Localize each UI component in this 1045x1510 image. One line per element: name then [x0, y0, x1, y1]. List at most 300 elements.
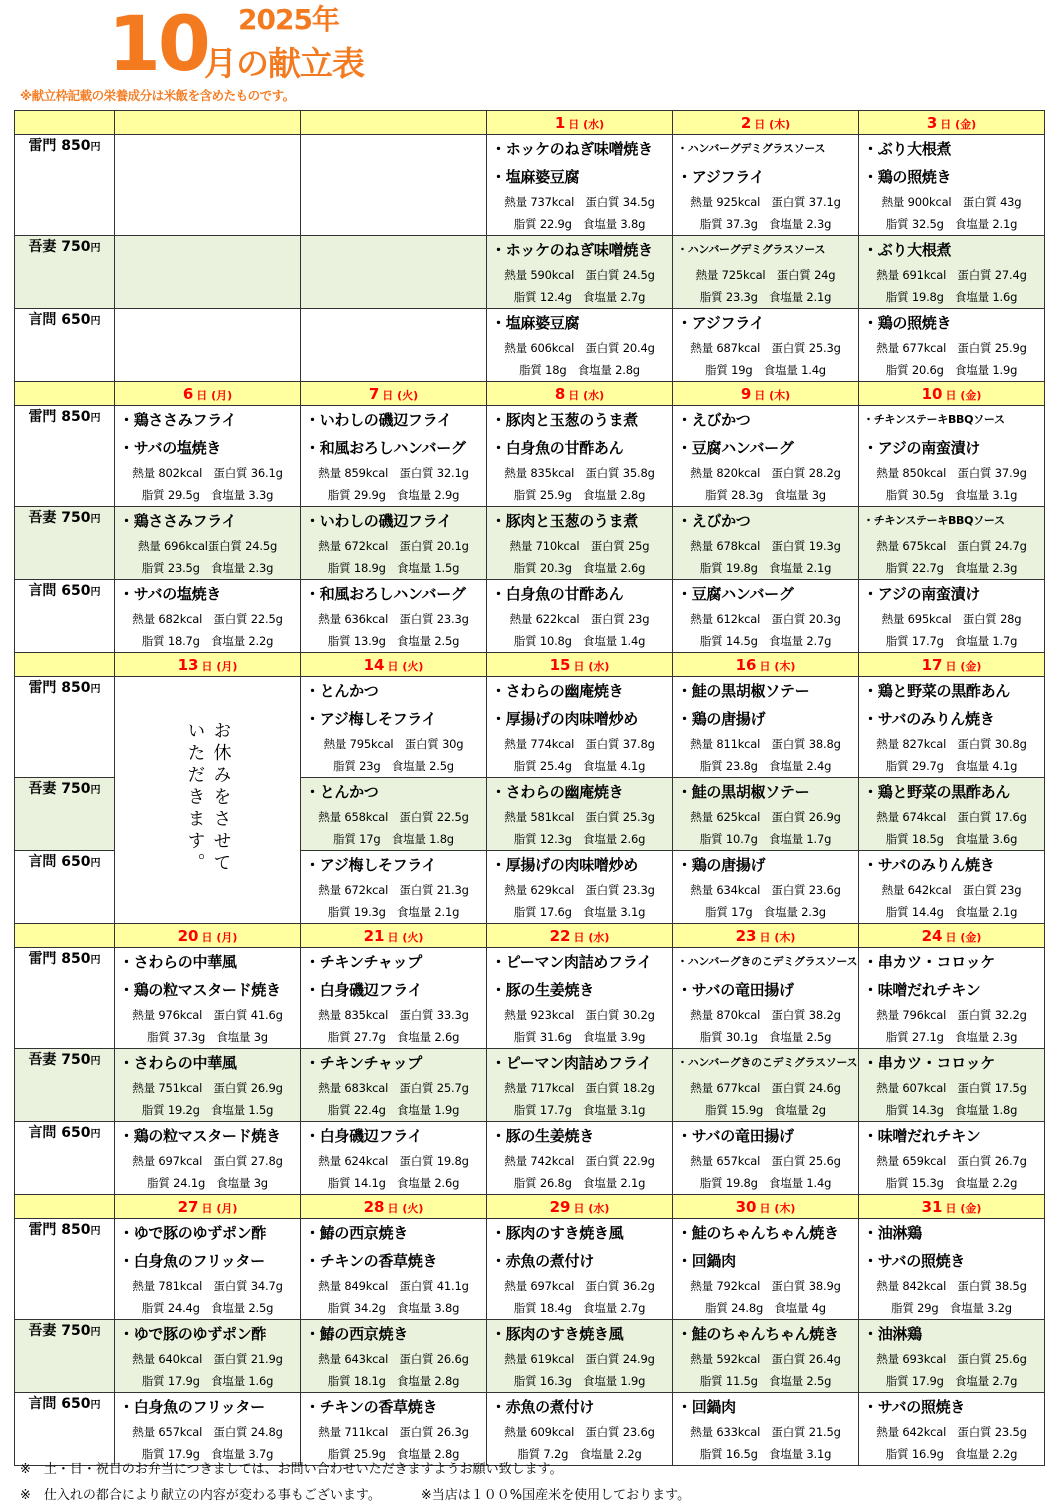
dish-name: ・とんかつ: [305, 682, 379, 700]
nutrition-energy-protein: 熱量 802kcal 蛋白質 36.1g: [132, 466, 283, 480]
date-cell: [301, 382, 487, 406]
yen-unit: 円: [90, 413, 101, 424]
date-row-corner: [15, 653, 115, 677]
page-title: 月の献立表: [204, 44, 364, 83]
menu-cell: [115, 236, 301, 309]
tier-kototoi-label: [15, 580, 115, 653]
date-number: 20: [177, 927, 199, 945]
nutrition-energy-protein: 熱量 795kcal 蛋白質 30g: [323, 737, 464, 751]
dish-name: ・鶏と野菜の黒酢あん: [863, 682, 1011, 700]
dish-name: ・ゆで豚のゆずポン酢: [119, 1224, 267, 1242]
date-number: 10: [921, 385, 943, 403]
day-of-week: 日 (月): [201, 931, 238, 944]
dish-name: ・和風おろしハンバーグ: [305, 585, 466, 603]
nutrition-fat-salt: 脂質 20.3g 食塩量 2.6g: [513, 561, 646, 575]
dish-name: ・鮭の黒胡椒ソテー: [677, 783, 810, 801]
nutrition-fat-salt: 脂質 18.7g 食塩量 2.2g: [141, 634, 274, 648]
dish-name: ・サバの竜田揚げ: [677, 1127, 794, 1145]
dish-name: ・サバの照焼き: [863, 1252, 966, 1270]
nutrition-energy-protein: 熱量 691kcal 蛋白質 27.4g: [876, 268, 1027, 282]
dish-name: ・鶏ささみフライ: [119, 512, 237, 530]
nutrition-energy-protein: 熱量 710kcal 蛋白質 25g: [509, 539, 650, 553]
dish-name: ・サバの照焼き: [863, 1398, 966, 1416]
date-cell: [673, 382, 859, 406]
nutrition-fat-salt: 脂質 17g 食塩量 2.3g: [705, 905, 826, 919]
date-number: 6: [182, 385, 194, 403]
dish-name: ・鶏の照焼き: [863, 314, 952, 332]
footer-note-1: ※ 土・日・祝日のお弁当につきましては、お問い合わせいただきますようお願い致します。: [20, 1462, 563, 1477]
tier-kototoi-label: [15, 851, 115, 924]
nutrition-fat-salt: 脂質 7.2g 食塩量 2.2g: [517, 1447, 642, 1461]
menu-cell: [673, 677, 859, 778]
nutrition-fat-salt: 脂質 15.3g 食塩量 2.2g: [885, 1176, 1018, 1190]
menu-cell: [487, 677, 673, 778]
dish-name: ・白身磯辺フライ: [305, 981, 423, 999]
tier-kototoi-label: [15, 1122, 115, 1195]
menu-cell: [487, 406, 673, 507]
nutrition-energy-protein: 熱量 674kcal 蛋白質 17.6g: [876, 810, 1027, 824]
day-of-week: 日 (木): [754, 118, 791, 131]
menu-cell: [487, 1122, 673, 1195]
tier-azuma-label: [15, 1049, 115, 1122]
dish-name: ・チキンの香草焼き: [305, 1398, 438, 1416]
menu-cell: [301, 236, 487, 309]
date-cell: [301, 1195, 487, 1219]
nutrition-fat-salt: 脂質 18.4g 食塩量 2.7g: [513, 1301, 646, 1315]
dish-name: ・白身魚の甘酢あん: [491, 439, 624, 457]
menu-cell: [487, 1219, 673, 1320]
date-cell: [301, 111, 487, 135]
dish-name: ・ピーマン肉詰めフライ: [491, 1054, 652, 1072]
date-row: [15, 382, 1045, 406]
day-of-week: 日 (木): [759, 1202, 796, 1215]
tier-azuma-row: [15, 1320, 1045, 1393]
nutrition-energy-protein: 熱量 642kcal 蛋白質 23g: [881, 883, 1022, 897]
menu-cell: [487, 236, 673, 309]
nutrition-energy-protein: 熱量 592kcal 蛋白質 26.4g: [690, 1352, 841, 1366]
date-cell: [673, 1195, 859, 1219]
date-cell: [487, 924, 673, 948]
nutrition-energy-protein: 熱量 695kcal 蛋白質 28g: [881, 612, 1022, 626]
dish-name: ・ゆで豚のゆずポン酢: [119, 1325, 267, 1343]
dish-name: ・鶏の粒マスタード焼き: [119, 1127, 281, 1145]
tier-name: 言問 650: [28, 312, 91, 328]
dish-name: ・チキンチャップ: [305, 1054, 423, 1072]
dish-name: ・豚の生姜焼き: [491, 1127, 594, 1145]
tier-name: 雷門 850: [28, 1222, 91, 1238]
date-row: [15, 653, 1045, 677]
date-number: 16: [735, 656, 757, 674]
menu-cell: [487, 1049, 673, 1122]
nutrition-fat-salt: 脂質 17.7g 食塩量 1.7g: [885, 634, 1018, 648]
nutrition-energy-protein: 熱量 625kcal 蛋白質 26.9g: [690, 810, 841, 824]
nutrition-energy-protein: 熱量 925kcal 蛋白質 37.1g: [690, 195, 841, 209]
menu-cell: [859, 580, 1045, 653]
menu-cell: [115, 507, 301, 580]
nutrition-energy-protein: 熱量 624kcal 蛋白質 19.8g: [318, 1154, 469, 1168]
menu-cell: [673, 778, 859, 851]
tier-name: 雷門 850: [28, 951, 91, 967]
yen-unit: 円: [90, 684, 101, 695]
tier-name: 言問 650: [28, 1396, 91, 1412]
menu-cell: [301, 1122, 487, 1195]
dish-name: ・串カツ・コロッケ: [863, 953, 996, 971]
day-of-week: 日 (金): [945, 389, 982, 402]
dish-name: ・鮭のちゃんちゃん焼き: [677, 1325, 839, 1343]
day-of-week: 日 (金): [945, 1202, 982, 1215]
dish-name: ・アジ梅しそフライ: [305, 710, 437, 728]
tier-name: 雷門 850: [28, 680, 91, 696]
menu-cell: [115, 135, 301, 236]
menu-cell: [673, 851, 859, 924]
tier-azuma-row: [15, 1049, 1045, 1122]
date-cell: [859, 653, 1045, 677]
date-number: 27: [177, 1198, 199, 1216]
nutrition-energy-protein: 熱量 774kcal 蛋白質 37.8g: [504, 737, 655, 751]
date-number: 15: [549, 656, 571, 674]
dish-name: ・ハンバーグデミグラスソース: [677, 243, 826, 256]
nutrition-fat-salt: 脂質 17g 食塩量 1.8g: [333, 832, 454, 846]
dish-name: ・アジの南蛮漬け: [863, 439, 981, 457]
menu-cell: [115, 948, 301, 1049]
dish-name: ・サバのみりん焼き: [863, 710, 995, 728]
menu-cell: [301, 851, 487, 924]
nutrition-energy-protein: 熱量 923kcal 蛋白質 30.2g: [504, 1008, 655, 1022]
nutrition-energy-protein: 熱量 792kcal 蛋白質 38.9g: [690, 1279, 841, 1293]
tier-kototoi-label: [15, 1393, 115, 1466]
date-cell: [115, 382, 301, 406]
nutrition-fat-salt: 脂質 19.8g 食塩量 2.1g: [699, 561, 832, 575]
date-number: 30: [735, 1198, 757, 1216]
tier-kaminarimon-label: [15, 406, 115, 507]
footer-note-2b: ※当店は１００%国産米を使用しております。: [420, 1488, 691, 1503]
tier-azuma-row: [15, 236, 1045, 309]
date-cell: [115, 653, 301, 677]
holiday-notice: お休みをさせていただきます。: [184, 721, 232, 875]
nutrition-fat-salt: 脂質 16.5g 食塩量 3.1g: [699, 1447, 832, 1461]
nutrition-energy-protein: 熱量 657kcal 蛋白質 24.8g: [132, 1425, 283, 1439]
nutrition-energy-protein: 熱量 859kcal 蛋白質 32.1g: [318, 466, 469, 480]
menu-cell: [673, 309, 859, 382]
dish-name: ・いわしの磯辺フライ: [305, 512, 452, 530]
day-of-week: 日 (金): [945, 931, 982, 944]
menu-cell: [487, 948, 673, 1049]
menu-cell: [487, 1393, 673, 1466]
nutrition-fat-salt: 脂質 17.7g 食塩量 3.1g: [513, 1103, 646, 1117]
nutrition-fat-salt: 脂質 14.5g 食塩量 2.7g: [699, 634, 832, 648]
tier-name: 吾妻 750: [28, 1052, 91, 1068]
nutrition-fat-salt: 脂質 19g 食塩量 1.4g: [705, 363, 826, 377]
date-cell: [115, 924, 301, 948]
tier-name: 吾妻 750: [28, 781, 91, 797]
nutrition-energy-protein: 熱量 683kcal 蛋白質 25.7g: [318, 1081, 469, 1095]
dish-name: ・アジフライ: [677, 168, 765, 186]
menu-cell: [859, 309, 1045, 382]
dish-name: ・白身魚の甘酢あん: [491, 585, 624, 603]
dish-name: ・ぶり大根煮: [863, 241, 952, 259]
dish-name: ・さわらの中華風: [119, 1054, 237, 1072]
day-of-week: 日 (火): [387, 660, 424, 673]
yen-unit: 円: [90, 1226, 101, 1237]
nutrition-energy-protein: 熱量 842kcal 蛋白質 38.5g: [876, 1279, 1027, 1293]
dish-name: ・ピーマン肉詰めフライ: [491, 953, 652, 971]
tier-kaminarimon-label: [15, 1219, 115, 1320]
nutrition-fat-salt: 脂質 19.3g 食塩量 2.1g: [327, 905, 460, 919]
date-number: 1: [554, 114, 566, 132]
menu-cell: [673, 406, 859, 507]
dish-name: ・塩麻婆豆腐: [491, 314, 580, 332]
date-cell: [487, 1195, 673, 1219]
dish-name: ・回鍋肉: [677, 1252, 736, 1270]
nutrition-energy-protein: 熱量 835kcal 蛋白質 33.3g: [318, 1008, 469, 1022]
dish-name: ・サバの塩焼き: [119, 439, 222, 457]
nutrition-energy-protein: 熱量 606kcal 蛋白質 20.4g: [504, 341, 655, 355]
dish-name: ・さわらの幽庵焼き: [491, 682, 624, 700]
menu-cell: [673, 1122, 859, 1195]
nutrition-fat-salt: 脂質 10.7g 食塩量 1.7g: [699, 832, 832, 846]
dish-name: ・回鍋肉: [677, 1398, 736, 1416]
day-of-week: 日 (金): [940, 118, 977, 131]
dish-name: ・アジフライ: [677, 314, 765, 332]
dish-name: ・油淋鶏: [863, 1325, 922, 1343]
day-of-week: 日 (水): [568, 118, 605, 131]
nutrition-fat-salt: 脂質 18.1g 食塩量 2.8g: [327, 1374, 460, 1388]
nutrition-fat-salt: 脂質 27.1g 食塩量 2.3g: [885, 1030, 1018, 1044]
date-number: 13: [177, 656, 199, 674]
nutrition-energy-protein: 熱量 643kcal 蛋白質 26.6g: [318, 1352, 469, 1366]
dish-name: ・えびかつ: [677, 512, 751, 530]
date-cell: [859, 924, 1045, 948]
nutrition-fat-salt: 脂質 12.3g 食塩量 2.6g: [513, 832, 646, 846]
dish-name: ・鶏の照焼き: [863, 168, 952, 186]
dish-name: ・鮭の黒胡椒ソテー: [677, 682, 810, 700]
dish-name: ・ハンバーグデミグラスソース: [677, 142, 826, 155]
menu-cell: [859, 406, 1045, 507]
menu-cell: [859, 677, 1045, 778]
yen-unit: 円: [90, 514, 101, 525]
nutrition-fat-salt: 脂質 20.6g 食塩量 1.9g: [885, 363, 1018, 377]
tier-name: 雷門 850: [28, 138, 91, 154]
menu-cell: [301, 677, 487, 778]
tier-name: 吾妻 750: [28, 1323, 91, 1339]
nutrition-energy-protein: 熱量 659kcal 蛋白質 26.7g: [876, 1154, 1027, 1168]
nutrition-fat-salt: 脂質 30.1g 食塩量 2.5g: [699, 1030, 832, 1044]
day-of-week: 日 (水): [573, 931, 610, 944]
nutrition-energy-protein: 熱量 737kcal 蛋白質 34.5g: [504, 195, 655, 209]
footer-note-2: [20, 1486, 690, 1506]
yen-unit: 円: [90, 1327, 101, 1338]
footer-note-2a: ※ 仕入れの都合により献立の内容が変わる事もございます。: [20, 1488, 381, 1503]
nutrition-fat-salt: 脂質 17.9g 食塩量 2.7g: [885, 1374, 1018, 1388]
nutrition-fat-salt: 脂質 14.1g 食塩量 2.6g: [327, 1176, 460, 1190]
date-cell: [673, 111, 859, 135]
nutrition-energy-protein: 熱量 781kcal 蛋白質 34.7g: [132, 1279, 283, 1293]
menu-cell: [115, 1049, 301, 1122]
nutrition-fat-salt: 脂質 23g 食塩量 2.5g: [333, 759, 454, 773]
nutrition-fat-salt: 脂質 30.5g 食塩量 3.1g: [885, 488, 1018, 502]
menu-cell: [673, 1393, 859, 1466]
nutrition-energy-protein: 熱量 678kcal 蛋白質 19.3g: [690, 539, 841, 553]
dish-name: ・アジの南蛮漬け: [863, 585, 981, 603]
tier-kaminarimon-row: [15, 135, 1045, 236]
tier-kototoi-label: [15, 309, 115, 382]
nutrition-fat-salt: 脂質 14.3g 食塩量 1.8g: [885, 1103, 1018, 1117]
menu-cell: [487, 1320, 673, 1393]
dish-name: ・鰆の西京焼き: [305, 1325, 408, 1343]
day-of-week: 日 (月): [201, 1202, 238, 1215]
dish-name: ・ホッケのねぎ味噌焼き: [491, 241, 653, 259]
nutrition-fat-salt: 脂質 29.5g 食塩量 3.3g: [141, 488, 274, 502]
dish-name: ・チキンステーキBBQソース: [863, 514, 1005, 527]
nutrition-fat-salt: 脂質 24.4g 食塩量 2.5g: [141, 1301, 274, 1315]
dish-name: ・豆腐ハンバーグ: [677, 439, 794, 457]
date-cell: [301, 924, 487, 948]
nutrition-fat-salt: 脂質 11.5g 食塩量 2.5g: [699, 1374, 832, 1388]
menu-cell: [115, 1320, 301, 1393]
dish-name: ・豚肉と玉葱のうま煮: [491, 512, 639, 530]
date-cell: [859, 111, 1045, 135]
date-number: 28: [363, 1198, 385, 1216]
nutrition-fat-salt: 脂質 32.5g 食塩量 2.1g: [885, 217, 1018, 231]
menu-cell: [859, 778, 1045, 851]
tier-kaminarimon-label: [15, 677, 115, 778]
menu-cell: [487, 580, 673, 653]
nutrition-energy-protein: 熱量 976kcal 蛋白質 41.6g: [132, 1008, 283, 1022]
yen-unit: 円: [90, 316, 101, 327]
yen-unit: 円: [90, 1129, 101, 1140]
yen-unit: 円: [90, 1056, 101, 1067]
dish-name: ・白身魚のフリッター: [119, 1252, 265, 1270]
nutrition-fat-salt: 脂質 16.9g 食塩量 2.2g: [885, 1447, 1018, 1461]
dish-name: ・味噌だれチキン: [863, 1127, 981, 1145]
dish-name: ・サバの塩焼き: [119, 585, 222, 603]
dish-name: ・味噌だれチキン: [863, 981, 981, 999]
nutrition-energy-protein: 熱量 811kcal 蛋白質 38.8g: [690, 737, 841, 751]
dish-name: ・白身磯辺フライ: [305, 1127, 423, 1145]
date-number: 14: [363, 656, 385, 674]
nutrition-energy-protein: 熱量 629kcal 蛋白質 23.3g: [504, 883, 655, 897]
date-row-corner: [15, 382, 115, 406]
dish-name: ・和風おろしハンバーグ: [305, 439, 466, 457]
nutrition-energy-protein: 熱量 835kcal 蛋白質 35.8g: [504, 466, 655, 480]
nutrition-fat-salt: 脂質 29.9g 食塩量 2.9g: [327, 488, 460, 502]
menu-cell: [301, 1393, 487, 1466]
menu-cell: [859, 135, 1045, 236]
nutrition-fat-salt: 脂質 27.7g 食塩量 2.6g: [327, 1030, 460, 1044]
dish-name: ・ハンバーグきのこデミグラスソース: [677, 955, 858, 968]
menu-cell: [115, 1122, 301, 1195]
dish-name: ・さわらの中華風: [119, 953, 237, 971]
nutrition-energy-protein: 熱量 827kcal 蛋白質 30.8g: [876, 737, 1027, 751]
tier-azuma-label: [15, 778, 115, 851]
yen-unit: 円: [90, 1400, 101, 1411]
tier-kototoi-row: [15, 309, 1045, 382]
menu-cell: [115, 1393, 301, 1466]
dish-name: ・えびかつ: [677, 411, 751, 429]
nutrition-energy-protein: 熱量 687kcal 蛋白質 25.3g: [690, 341, 841, 355]
nutrition-energy-protein: 熱量 672kcal 蛋白質 21.3g: [318, 883, 469, 897]
menu-cell: [301, 1320, 487, 1393]
dish-name: ・鶏と野菜の黒酢あん: [863, 783, 1011, 801]
date-cell: [673, 924, 859, 948]
nutrition-energy-protein: 熱量 820kcal 蛋白質 28.2g: [690, 466, 841, 480]
tier-kaminarimon-label: [15, 135, 115, 236]
menu-cell: [673, 948, 859, 1049]
nutrition-fat-salt: 脂質 14.4g 食塩量 2.1g: [885, 905, 1018, 919]
day-of-week: 日 (木): [759, 931, 796, 944]
dish-name: ・鮭のちゃんちゃん焼き: [677, 1224, 839, 1242]
tier-kaminarimon-row: [15, 677, 1045, 778]
dish-name: ・鶏の唐揚げ: [677, 710, 766, 728]
yen-unit: 円: [90, 785, 101, 796]
menu-cell: [301, 507, 487, 580]
tier-name: 吾妻 750: [28, 239, 91, 255]
tier-kaminarimon-row: [15, 406, 1045, 507]
menu-cell: [487, 778, 673, 851]
nutrition-fat-salt: 脂質 18.5g 食塩量 3.6g: [885, 832, 1018, 846]
yen-unit: 円: [90, 955, 101, 966]
nutrition-fat-salt: 脂質 17.9g 食塩量 3.7g: [141, 1447, 274, 1461]
nutrition-fat-salt: 脂質 23.5g 食塩量 2.3g: [141, 561, 274, 575]
date-cell: [115, 1195, 301, 1219]
yen-unit: 円: [90, 142, 101, 153]
nutrition-note: ※献立枠記載の栄養成分は米飯を含めたものです。: [20, 88, 295, 103]
dish-name: ・油淋鶏: [863, 1224, 922, 1242]
nutrition-fat-salt: 脂質 19.8g 食塩量 1.6g: [885, 290, 1018, 304]
nutrition-fat-salt: 脂質 37.3g 食塩量 3g: [147, 1030, 268, 1044]
day-of-week: 日 (水): [573, 1202, 610, 1215]
nutrition-fat-salt: 脂質 18g 食塩量 2.8g: [519, 363, 640, 377]
day-of-week: 日 (木): [759, 660, 796, 673]
tier-kaminarimon-row: [15, 1219, 1045, 1320]
dish-name: ・チキンチャップ: [305, 953, 423, 971]
tier-kototoi-row: [15, 580, 1045, 653]
date-row-corner: [15, 924, 115, 948]
holiday-cell: [115, 677, 301, 924]
date-number: 31: [921, 1198, 943, 1216]
date-cell: [487, 382, 673, 406]
tier-kaminarimon-row: [15, 948, 1045, 1049]
nutrition-fat-salt: 脂質 22.4g 食塩量 1.9g: [327, 1103, 460, 1117]
menu-cell: [301, 1219, 487, 1320]
tier-azuma-label: [15, 1320, 115, 1393]
date-cell: [115, 111, 301, 135]
nutrition-fat-salt: 脂質 17.6g 食塩量 3.1g: [513, 905, 646, 919]
nutrition-energy-protein: 熱量 640kcal 蛋白質 21.9g: [132, 1352, 283, 1366]
dish-name: ・豚肉と玉葱のうま煮: [491, 411, 639, 429]
day-of-week: 日 (木): [754, 389, 791, 402]
menu-cell: [859, 948, 1045, 1049]
date-number: 29: [549, 1198, 571, 1216]
nutrition-fat-salt: 脂質 31.6g 食塩量 3.9g: [513, 1030, 646, 1044]
nutrition-fat-salt: 脂質 22.7g 食塩量 2.3g: [885, 561, 1018, 575]
nutrition-fat-salt: 脂質 28.3g 食塩量 3g: [705, 488, 826, 502]
dish-name: ・いわしの磯辺フライ: [305, 411, 452, 429]
nutrition-energy-protein: 熱量 751kcal 蛋白質 26.9g: [132, 1081, 283, 1095]
dish-name: ・白身魚のフリッター: [119, 1398, 265, 1416]
date-number: 21: [363, 927, 385, 945]
nutrition-energy-protein: 熱量 849kcal 蛋白質 41.1g: [318, 1279, 469, 1293]
day-of-week: 日 (火): [382, 389, 419, 402]
menu-cell: [859, 1219, 1045, 1320]
day-of-week: 日 (水): [573, 660, 610, 673]
nutrition-energy-protein: 熱量 693kcal 蛋白質 25.6g: [876, 1352, 1027, 1366]
menu-cell: [673, 1320, 859, 1393]
menu-cell: [115, 1219, 301, 1320]
menu-cell: [673, 507, 859, 580]
date-cell: [859, 382, 1045, 406]
day-of-week: 日 (火): [387, 1202, 424, 1215]
